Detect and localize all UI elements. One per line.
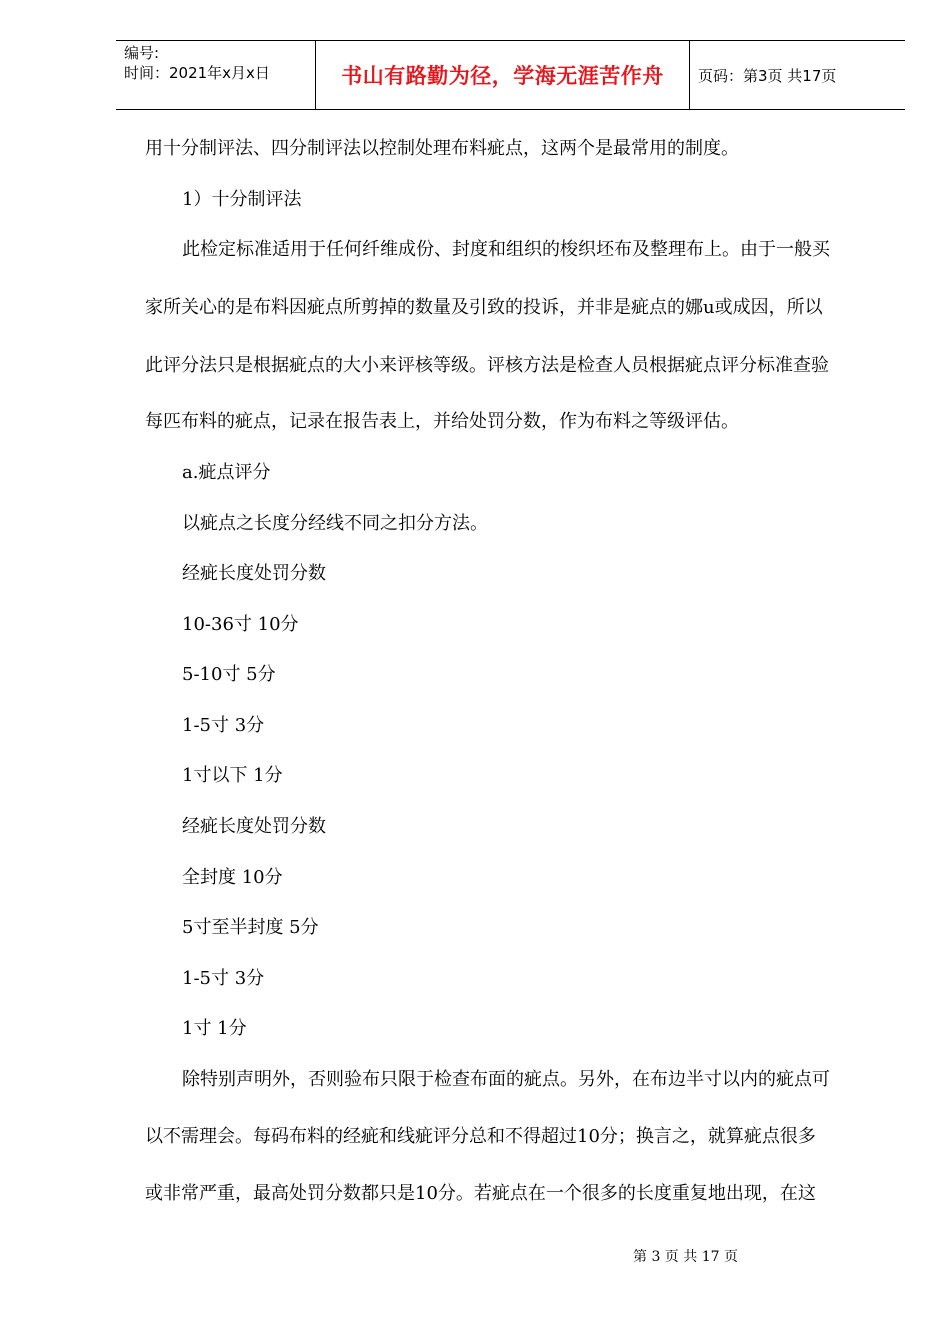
- document-number-label: 编号:: [124, 44, 160, 62]
- subsection-heading: a.疵点评分: [182, 462, 271, 483]
- body-line: 此检定标准适用于任何纤维成份、封度和组织的梭织坯布及整理布上。由于一般买: [182, 239, 830, 260]
- header-page-label: 页码：第3页 共17页: [698, 66, 837, 85]
- body-line: 除特别声明外，否则验布只限于检查布面的疵点。另外，在布边半寸以内的疵点可: [182, 1069, 830, 1090]
- list-item: 1-5寸 3分: [182, 715, 265, 736]
- document-time-label: 时间：2021年x月x日: [124, 64, 270, 82]
- document-header: [116, 40, 905, 110]
- body-line: 每匹布料的疵点，记录在报告表上，并给处罚分数，作为布料之等级评估。: [145, 411, 739, 432]
- header-meta: [116, 41, 316, 109]
- list-item: 全封度 10分: [182, 867, 283, 888]
- body-line: 以不需理会。每码布料的经疵和线疵评分总和不得超过10分；换言之，就算疵点很多: [145, 1126, 816, 1147]
- page-footer: 第 3 页 共 17 页: [633, 1249, 738, 1265]
- body-line: 或非常严重，最高处罚分数都只是10分。若疵点在一个很多的长度重复地出现，在这: [145, 1183, 816, 1204]
- list-item: 5-10寸 5分: [182, 664, 276, 685]
- body-line: 此评分法只是根据疵点的大小来评核等级。评核方法是检查人员根据疵点评分标准查验: [145, 355, 829, 376]
- body-line: 家所关心的是布料因疵点所剪掉的数量及引致的投诉，并非是疵点的娜u或成因，所以: [145, 297, 823, 318]
- list-item: 1寸 1分: [182, 1018, 247, 1039]
- body-line: 用十分制评法、四分制评法以控制处理布料疵点，这两个是最常用的制度。: [145, 138, 739, 159]
- list-item: 经疵长度处罚分数: [182, 563, 326, 584]
- list-item: 1寸以下 1分: [182, 765, 283, 786]
- list-item: 5寸至半封度 5分: [182, 917, 319, 938]
- header-motto-cell: [316, 41, 690, 109]
- body-line: 以疵点之长度分经线不同之扣分方法。: [182, 513, 488, 534]
- list-item: 1-5寸 3分: [182, 968, 265, 989]
- section-heading: 1）十分制评法: [182, 189, 302, 210]
- list-item: 经疵长度处罚分数: [182, 816, 326, 837]
- list-item: 10-36寸 10分: [182, 614, 299, 635]
- header-page-cell: [690, 41, 905, 109]
- header-motto: 书山有路勤为径，学海无涯苦作舟: [341, 64, 664, 88]
